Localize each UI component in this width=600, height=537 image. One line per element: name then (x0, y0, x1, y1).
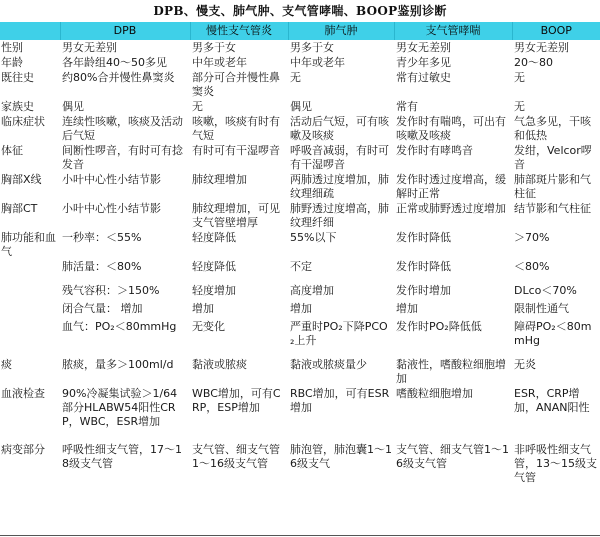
table-cell: 轻度增加 (192, 284, 236, 297)
row-label-cell: 家族史 (1, 100, 34, 113)
row-label-cell: 既往史 (1, 71, 34, 84)
table-row (0, 386, 600, 442)
header-cell: 肺气肿 (288, 22, 394, 40)
table-cell: WBC增加，可有CRP，ESP增加 (192, 387, 281, 414)
header-cell: 慢性支气管炎 (190, 22, 288, 40)
table-row (0, 442, 600, 485)
table-cell: 黏液性，嗜酸粒细胞增加 (396, 358, 506, 385)
table-cell: 无 (192, 100, 203, 113)
table-cell: 气急多见，干咳和低热 (514, 115, 591, 142)
table-cell: 闭合气量： 增加 (62, 302, 143, 315)
table-cell: 脓痰，量多＞100ml/d (62, 358, 174, 371)
row-label-cell: 胸部X线 (1, 173, 42, 186)
table-cell: 发作时PO₂降低低 (396, 320, 482, 333)
table-cell: 发作时有喘鸣，可出有咳嗽及咳痰 (396, 115, 506, 142)
table-cell: ESR，CRP增加，ANAN阳性 (514, 387, 590, 414)
table-cell: 增加 (396, 302, 418, 315)
table-cell: 两肺透过度增加，肺纹理细疏 (290, 173, 389, 200)
table-cell: 肺泡管，肺泡囊1～16级支气 (290, 443, 392, 470)
table-row (0, 201, 600, 230)
differential-diagnosis-table (0, 22, 600, 485)
table-cell: 限制性通气 (514, 302, 569, 315)
row-label-cell: 肺功能和血气 (1, 231, 56, 258)
table-cell: 非呼吸性细支气管，13～15级支气管 (514, 443, 597, 484)
table-cell: 支气管、细支气管1～16级支气管 (192, 443, 280, 470)
table-cell: 障碍PO₂＜80mmHg (514, 320, 592, 347)
table-cell: 肺活量：＜80% (62, 260, 142, 273)
table-row (0, 55, 600, 70)
table-row (0, 114, 600, 143)
table-cell: 发作时增加 (396, 284, 451, 297)
table-cell: 偶见 (62, 100, 84, 113)
table-cell: 部分可合并慢性鼻窦炎 (192, 71, 280, 98)
row-label-cell: 年龄 (1, 56, 23, 69)
table-cell: 黏液或脓痰 (192, 358, 247, 371)
table-cell: 各年龄组40～50多见 (62, 56, 167, 69)
row-label-cell: 痰 (1, 358, 12, 371)
table-cell: 约80%合并慢性鼻窦炎 (62, 71, 175, 84)
row-label-cell: 性别 (1, 41, 23, 54)
table-cell: 结节影和气柱征 (514, 202, 591, 215)
table-cell: 连续性咳嗽，咳痰及活动后气短 (62, 115, 183, 142)
row-label-cell (0, 283, 60, 301)
table-row (0, 301, 600, 319)
table-row (0, 99, 600, 114)
table-cell: ＞70% (514, 231, 550, 244)
table-cell: 肺野透过度增高，肺纹理纤细 (290, 202, 389, 229)
table-cell: 血气：PO₂＜80mmHg (62, 320, 177, 333)
table-cell: 55%以下 (290, 231, 337, 244)
table-row (0, 70, 600, 99)
table-cell: 肺部斑片影和气柱征 (514, 173, 591, 200)
table-cell: 无变化 (192, 320, 225, 333)
table-cell: 嗜酸粒细胞增加 (396, 387, 473, 400)
table-row (0, 40, 600, 55)
table-cell: 有时可有干湿啰音 (192, 144, 280, 157)
table-row (0, 172, 600, 201)
table-cell: 轻度降低 (192, 260, 236, 273)
table-cell: 间断性啰音，有时可有捻发音 (62, 144, 183, 171)
header-cell (0, 22, 60, 40)
table-cell: 男女无差别 (62, 41, 117, 54)
table-cell: ＜80% (514, 260, 550, 273)
table-cell: 20～80 (514, 56, 553, 69)
table-row (0, 230, 600, 259)
table-cell: 黏液或脓痰量少 (290, 358, 367, 371)
table-row (0, 143, 600, 172)
table-cell: 无 (514, 71, 525, 84)
table-cell: 呼吸性细支气管，17～18级支气管 (62, 443, 182, 470)
row-label-cell: 临床症状 (1, 115, 45, 128)
table-cell: 呼吸音减弱，有时可有干湿啰音 (290, 144, 389, 171)
table-cell: 增加 (290, 302, 312, 315)
table-cell: 小叶中心性小结节影 (62, 173, 161, 186)
bottom-rule (0, 535, 600, 536)
table-cell: 发作时降低 (396, 260, 451, 273)
table-cell: 一秒率：＜55% (62, 231, 142, 244)
table-cell: 男多于女 (290, 41, 334, 54)
table-cell: 正常或肺野透过度增加 (396, 202, 506, 215)
table-cell: 咳嗽，咳痰有时有气短 (192, 115, 280, 142)
row-label-cell: 病变部分 (1, 443, 45, 456)
table-cell: 肺纹理增加，可见支气管壁增厚 (192, 202, 280, 229)
table-cell: 90%冷凝集试验＞1/64部分HLABW54阳性CRP，WBC，ESR增加 (62, 387, 178, 428)
table-row (0, 259, 600, 283)
table-cell: RBC增加，可有ESR增加 (290, 387, 390, 414)
row-label-cell (0, 301, 60, 319)
row-label-cell (0, 259, 60, 283)
table-cell: 发作时透过度增高，缓解时正常 (396, 173, 506, 200)
table-cell: 活动后气短，可有咳嗽及咳痰 (290, 115, 389, 142)
header-cell: BOOP (540, 24, 572, 37)
table-cell: 青少年多见 (396, 56, 451, 69)
table-cell: 男女无差别 (514, 41, 569, 54)
row-label-cell: 体征 (1, 144, 23, 157)
page-title: DPB、慢支、肺气肿、支气管哮喘、BOOP鉴别诊断 (153, 4, 447, 18)
table-cell: DLco＜70% (514, 284, 577, 297)
table-cell: 中年或老年 (192, 56, 247, 69)
table-cell: 常有过敏史 (396, 71, 451, 84)
row-label-cell (0, 319, 60, 357)
row-label-cell: 胸部CT (1, 202, 38, 215)
table-row (0, 319, 600, 357)
table-cell: 小叶中心性小结节影 (62, 202, 161, 215)
table-cell: 增加 (192, 302, 214, 315)
table-cell: 男女无差别 (396, 41, 451, 54)
table-cell: 常有 (396, 100, 418, 113)
table-cell: 男多于女 (192, 41, 236, 54)
table-cell: 无 (514, 100, 525, 113)
header-cell: DPB (60, 22, 190, 40)
table-cell: 无炎 (514, 358, 536, 371)
table-cell: 严重时PO₂下降PCO₂上升 (290, 320, 388, 347)
table-row (0, 357, 600, 386)
table-row (0, 283, 600, 301)
table-cell: 高度增加 (290, 284, 334, 297)
table-cell: 中年或老年 (290, 56, 345, 69)
table-cell: 不定 (290, 260, 312, 273)
table-cell: 轻度降低 (192, 231, 236, 244)
table-cell: 无 (290, 71, 301, 84)
table-cell: 发作时有哮鸣音 (396, 144, 473, 157)
table-header-row (0, 22, 600, 40)
table-cell: 发作时降低 (396, 231, 451, 244)
table-cell: 发绀，Velcor啰音 (514, 144, 592, 171)
header-cell: 支气管哮喘 (394, 22, 512, 40)
table-cell: 支气管、细支气管1～16级支气管 (396, 443, 509, 470)
row-label-cell: 血液检查 (1, 387, 45, 400)
table-cell: 残气容积：＞150% (62, 284, 160, 297)
table-cell: 肺纹理增加 (192, 173, 247, 186)
table-cell: 偶见 (290, 100, 312, 113)
